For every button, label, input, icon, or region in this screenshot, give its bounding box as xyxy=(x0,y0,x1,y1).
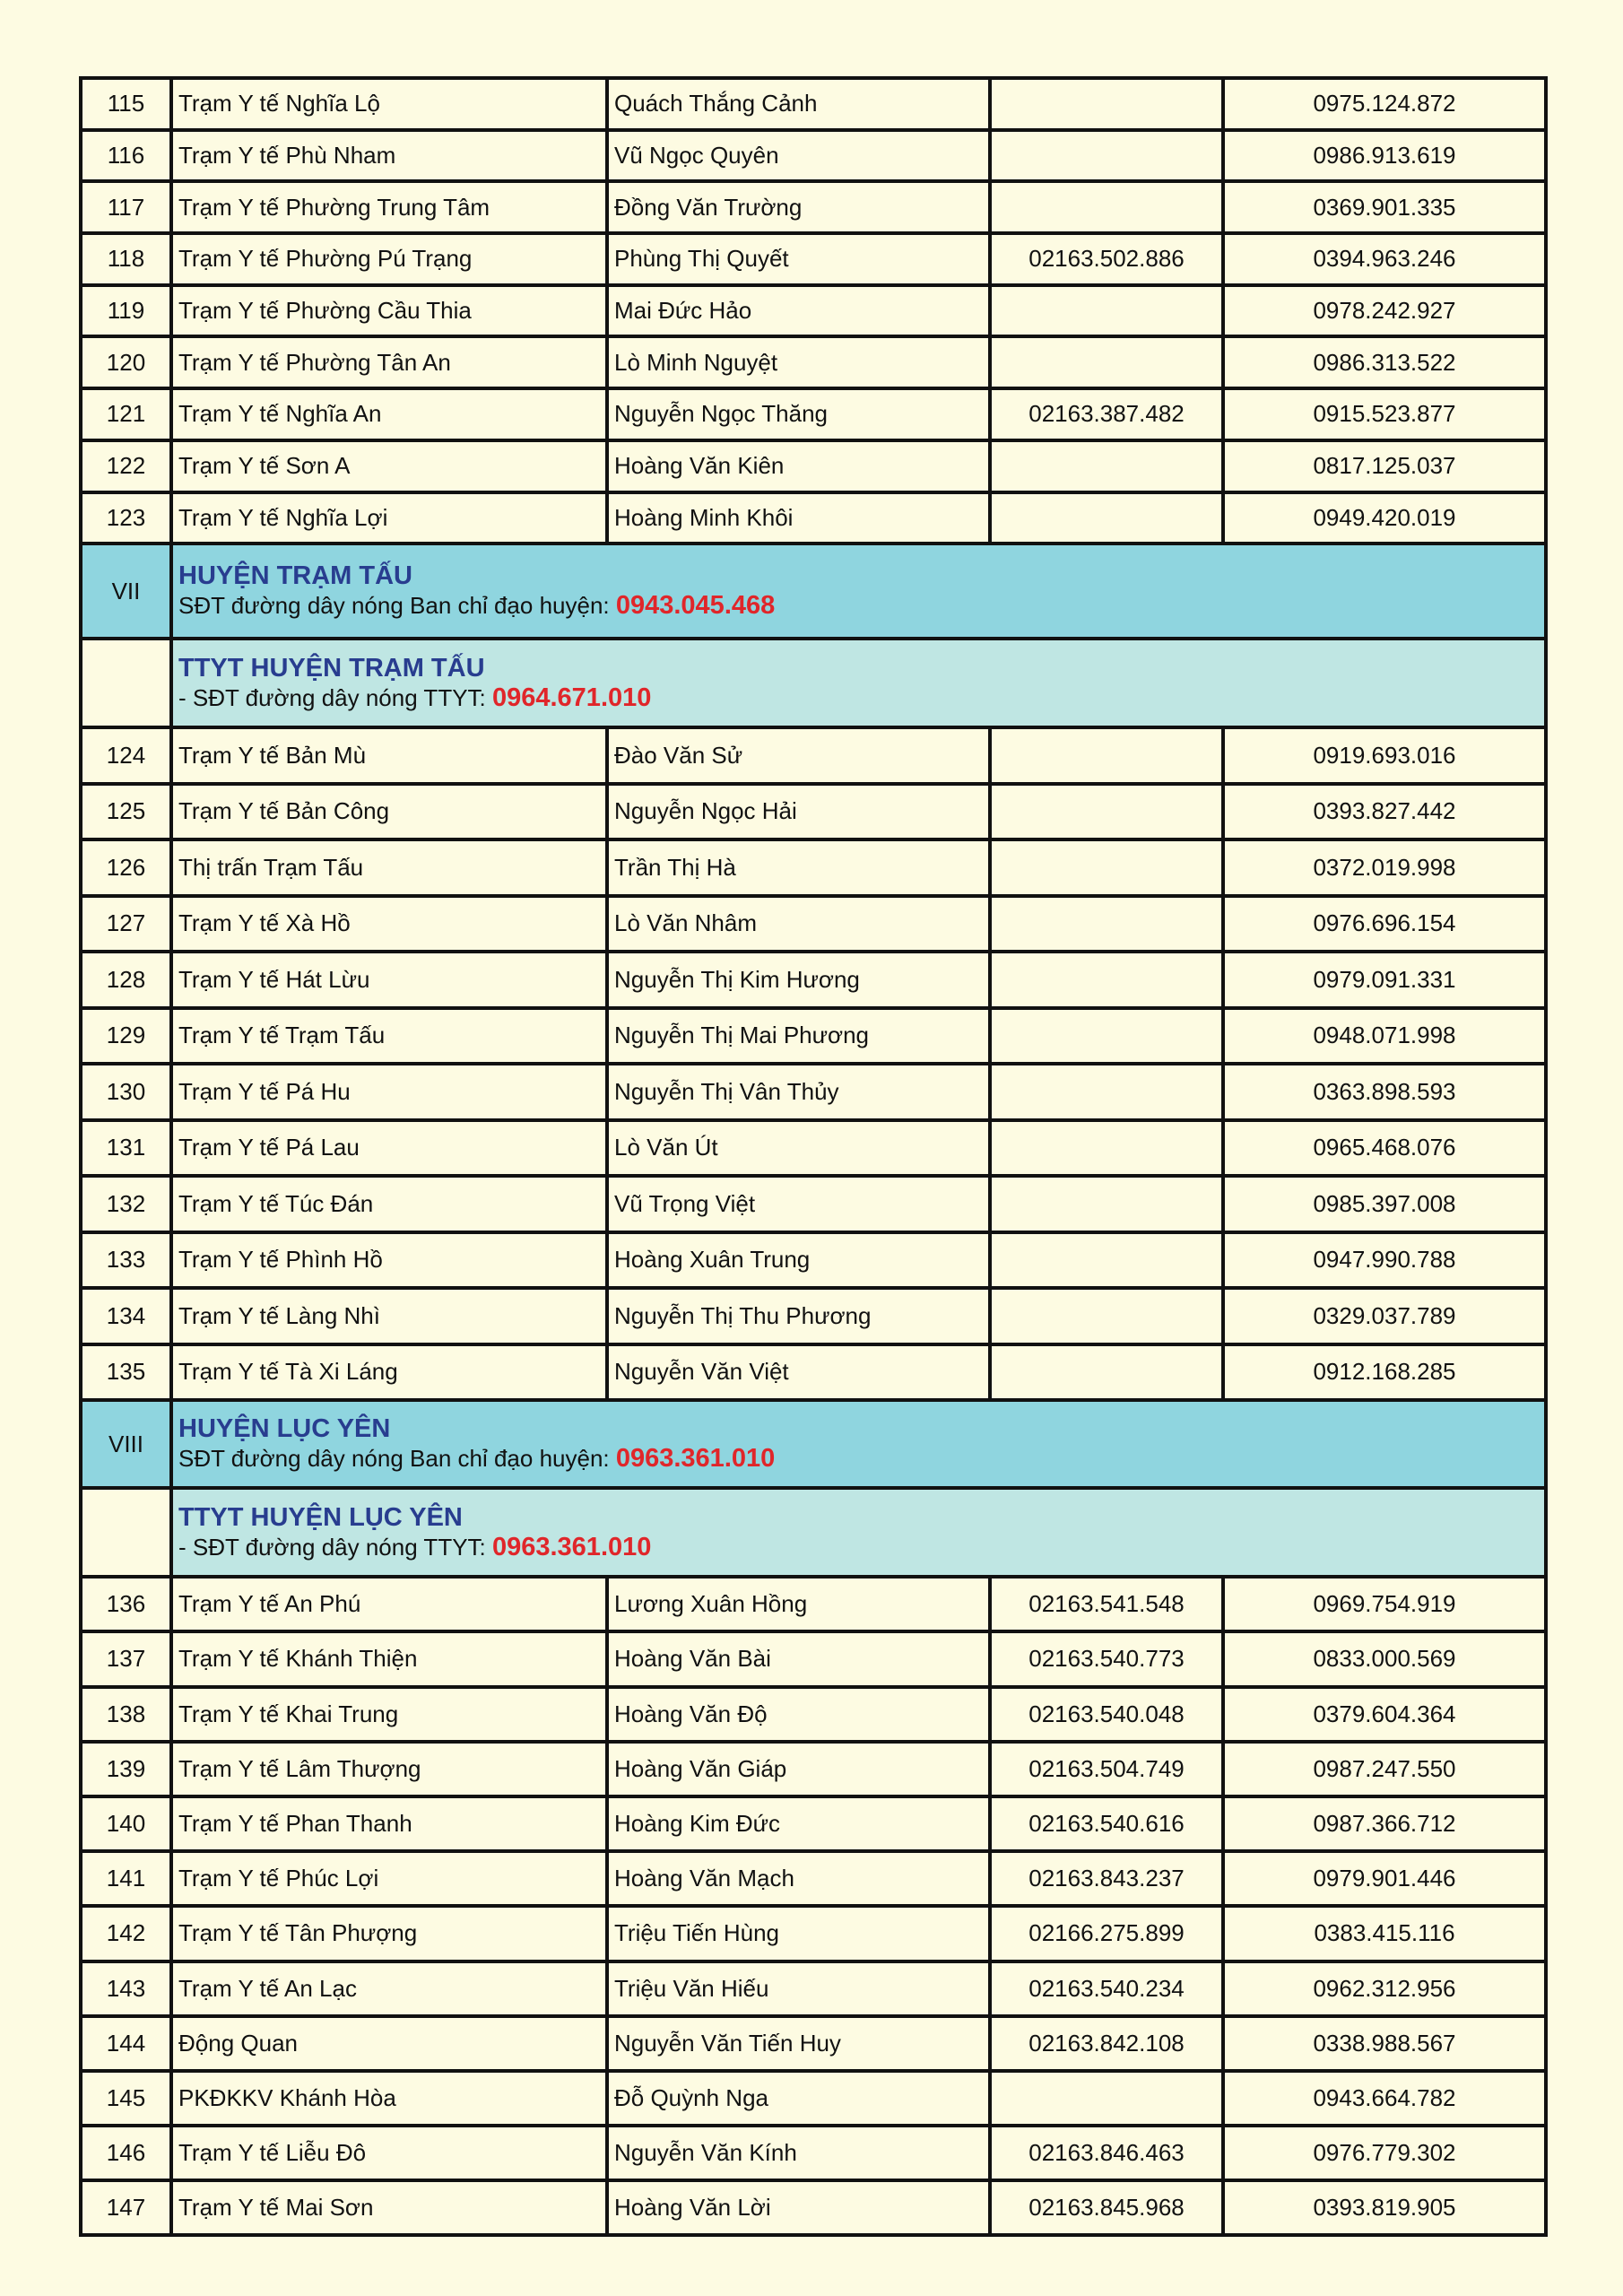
row-number: 118 xyxy=(81,233,171,285)
table-row xyxy=(81,1064,1546,1120)
row-number: 127 xyxy=(81,896,171,952)
empty-cell xyxy=(81,1488,171,1577)
contact-person: Đào Văn Sử xyxy=(607,727,990,784)
landline-number xyxy=(990,1288,1223,1344)
empty-cell xyxy=(81,639,171,727)
table-row xyxy=(81,2126,1546,2180)
contact-person: Nguyễn Văn Tiến Huy xyxy=(607,2016,990,2071)
mobile-number: 0915.523.877 xyxy=(1223,388,1546,440)
facility-name: Trạm Y tế Xà Hồ xyxy=(171,896,607,952)
row-number: 142 xyxy=(81,1906,171,1961)
table-row xyxy=(81,896,1546,952)
facility-name: Động Quan xyxy=(171,2016,607,2071)
landline-number: 02163.504.749 xyxy=(990,1742,1223,1796)
facility-name: Trạm Y tế Làng Nhì xyxy=(171,1288,607,1344)
table-row xyxy=(81,1631,1546,1686)
landline-number xyxy=(990,727,1223,784)
contact-person: Lương Xuân Hồng xyxy=(607,1577,990,1631)
row-number: 141 xyxy=(81,1851,171,1906)
landline-number xyxy=(990,1120,1223,1177)
contact-person: Hoàng Văn Kiên xyxy=(607,440,990,492)
mobile-number: 0379.604.364 xyxy=(1223,1687,1546,1742)
hotline-label: SĐT đường dây nóng Ban chỉ đạo huyện: xyxy=(178,592,616,620)
district-title: HUYỆN LỤC YÊN xyxy=(178,1414,391,1444)
row-number: 143 xyxy=(81,1961,171,2016)
facility-name: Trạm Y tế Trạm Tấu xyxy=(171,1008,607,1065)
hotline-line xyxy=(178,683,1539,713)
mobile-number: 0912.168.285 xyxy=(1223,1344,1546,1401)
table-row xyxy=(81,1008,1546,1065)
mobile-number: 0987.366.712 xyxy=(1223,1796,1546,1851)
landline-number: 02163.846.463 xyxy=(990,2126,1223,2180)
hotline-line xyxy=(178,1444,1539,1474)
facility-name: Trạm Y tế Phường Cầu Thia xyxy=(171,285,607,337)
health-center-info xyxy=(171,639,1546,727)
health-center-title: TTYT HUYỆN TRẠM TẤU xyxy=(178,653,485,683)
landline-number xyxy=(990,1176,1223,1232)
contact-person: Hoàng Văn Mạch xyxy=(607,1851,990,1906)
row-number: 144 xyxy=(81,2016,171,2071)
landline-number xyxy=(990,1008,1223,1065)
landline-number xyxy=(990,492,1223,544)
mobile-number: 0383.415.116 xyxy=(1223,1906,1546,1961)
row-number: 137 xyxy=(81,1631,171,1686)
table-row xyxy=(81,1577,1546,1631)
row-number: 130 xyxy=(81,1064,171,1120)
health-center-info xyxy=(171,1488,1546,1577)
facility-name: Trạm Y tế Phù Nham xyxy=(171,130,607,182)
facility-name: Trạm Y tế Nghĩa Lợi xyxy=(171,492,607,544)
mobile-number: 0979.091.331 xyxy=(1223,952,1546,1008)
hotline-line xyxy=(178,591,1539,621)
row-number: 122 xyxy=(81,440,171,492)
facility-name: Trạm Y tế Phan Thanh xyxy=(171,1796,607,1851)
row-number: 126 xyxy=(81,839,171,896)
mobile-number: 0947.990.788 xyxy=(1223,1232,1546,1289)
district-info xyxy=(171,1400,1546,1488)
landline-number xyxy=(990,1064,1223,1120)
table-row xyxy=(81,784,1546,840)
landline-number: 02163.541.548 xyxy=(990,1577,1223,1631)
mobile-number: 0965.468.076 xyxy=(1223,1120,1546,1177)
table-row xyxy=(81,1906,1546,1961)
contact-person: Nguyễn Văn Kính xyxy=(607,2126,990,2180)
contact-person: Nguyễn Ngọc Thăng xyxy=(607,388,990,440)
landline-number xyxy=(990,896,1223,952)
contact-person: Triệu Văn Hiếu xyxy=(607,1961,990,2016)
table-row xyxy=(81,2180,1546,2235)
facility-name: Trạm Y tế Phình Hồ xyxy=(171,1232,607,1289)
table-row xyxy=(81,233,1546,285)
district-roman-numeral: VII xyxy=(81,544,171,639)
table-row xyxy=(81,952,1546,1008)
landline-number xyxy=(990,285,1223,337)
contact-person: Hoàng Văn Độ xyxy=(607,1687,990,1742)
landline-number: 02163.843.237 xyxy=(990,1851,1223,1906)
hotline-number: 0963.361.010 xyxy=(615,1444,776,1474)
table-row xyxy=(81,336,1546,388)
landline-number xyxy=(990,839,1223,896)
landline-number: 02163.842.108 xyxy=(990,2016,1223,2071)
facility-name: Trạm Y tế Phường Trung Tâm xyxy=(171,181,607,233)
table-row xyxy=(81,388,1546,440)
hotline-number: 0964.671.010 xyxy=(491,683,652,712)
hotline-line xyxy=(178,1533,1539,1562)
mobile-number: 0978.242.927 xyxy=(1223,285,1546,337)
facility-name: Trạm Y tế Khánh Thiện xyxy=(171,1631,607,1686)
row-number: 115 xyxy=(81,78,171,130)
row-number: 136 xyxy=(81,1577,171,1631)
row-number: 138 xyxy=(81,1687,171,1742)
contact-person: Nguyễn Thị Vân Thủy xyxy=(607,1064,990,1120)
landline-number: 02163.387.482 xyxy=(990,388,1223,440)
hotline-label: SĐT đường dây nóng Ban chỉ đạo huyện: xyxy=(178,1445,616,1473)
table-row xyxy=(81,2016,1546,2071)
facility-name: Trạm Y tế An Lạc xyxy=(171,1961,607,2016)
row-number: 139 xyxy=(81,1742,171,1796)
facility-name: Trạm Y tế Hát Lừu xyxy=(171,952,607,1008)
district-title: HUYỆN TRẠM TẤU xyxy=(178,561,412,591)
table-row xyxy=(81,130,1546,182)
facility-name: Trạm Y tế Khai Trung xyxy=(171,1687,607,1742)
facility-name: Trạm Y tế Tân Phượng xyxy=(171,1906,607,1961)
health-center-row xyxy=(81,1488,1546,1577)
facility-name: Trạm Y tế Nghĩa An xyxy=(171,388,607,440)
table-row xyxy=(81,1796,1546,1851)
landline-number xyxy=(990,1344,1223,1401)
mobile-number: 0948.071.998 xyxy=(1223,1008,1546,1065)
contact-person: Hoàng Kim Đức xyxy=(607,1796,990,1851)
facility-name: Trạm Y tế Phúc Lợi xyxy=(171,1851,607,1906)
contact-person: Trần Thị Hà xyxy=(607,839,990,896)
facility-name: Trạm Y tế Pá Lau xyxy=(171,1120,607,1177)
landline-number: 02163.540.234 xyxy=(990,1961,1223,2016)
table-row xyxy=(81,1961,1546,2016)
landline-number: 02166.275.899 xyxy=(990,1906,1223,1961)
facility-name: Trạm Y tế Phường Tân An xyxy=(171,336,607,388)
mobile-number: 0393.827.442 xyxy=(1223,784,1546,840)
facility-name: Trạm Y tế An Phú xyxy=(171,1577,607,1631)
table-row xyxy=(81,1232,1546,1289)
row-number: 133 xyxy=(81,1232,171,1289)
contact-person: Nguyễn Ngọc Hải xyxy=(607,784,990,840)
district-roman-numeral: VIII xyxy=(81,1400,171,1488)
contact-person: Nguyễn Thị Thu Phương xyxy=(607,1288,990,1344)
contact-person: Hoàng Xuân Trung xyxy=(607,1232,990,1289)
table-row xyxy=(81,727,1546,784)
mobile-number: 0329.037.789 xyxy=(1223,1288,1546,1344)
landline-number: 02163.540.616 xyxy=(990,1796,1223,1851)
mobile-number: 0338.988.567 xyxy=(1223,2016,1546,2071)
facility-name: Trạm Y tế Bản Mù xyxy=(171,727,607,784)
table-row xyxy=(81,1344,1546,1401)
contact-person: Vũ Trọng Việt xyxy=(607,1176,990,1232)
landline-number xyxy=(990,2071,1223,2126)
facility-name: Trạm Y tế Lâm Thượng xyxy=(171,1742,607,1796)
landline-number xyxy=(990,336,1223,388)
contact-person: Nguyễn Thị Kim Hương xyxy=(607,952,990,1008)
mobile-number: 0975.124.872 xyxy=(1223,78,1546,130)
table-row xyxy=(81,181,1546,233)
table-row xyxy=(81,1120,1546,1177)
contact-person: Triệu Tiến Hùng xyxy=(607,1906,990,1961)
row-number: 124 xyxy=(81,727,171,784)
contact-person: Nguyễn Văn Việt xyxy=(607,1344,990,1401)
mobile-number: 0969.754.919 xyxy=(1223,1577,1546,1631)
row-number: 128 xyxy=(81,952,171,1008)
mobile-number: 0979.901.446 xyxy=(1223,1851,1546,1906)
table-row xyxy=(81,2071,1546,2126)
landline-number xyxy=(990,1232,1223,1289)
hotline-number: 0943.045.468 xyxy=(615,591,776,621)
row-number: 135 xyxy=(81,1344,171,1401)
facility-name: Trạm Y tế Tà Xi Láng xyxy=(171,1344,607,1401)
row-number: 117 xyxy=(81,181,171,233)
contact-person: Quách Thắng Cảnh xyxy=(607,78,990,130)
landline-number xyxy=(990,130,1223,182)
contact-person: Lò Minh Nguyệt xyxy=(607,336,990,388)
mobile-number: 0943.664.782 xyxy=(1223,2071,1546,2126)
contact-person: Lò Văn Út xyxy=(607,1120,990,1177)
mobile-number: 0363.898.593 xyxy=(1223,1064,1546,1120)
landline-number xyxy=(990,78,1223,130)
contact-person: Vũ Ngọc Quyên xyxy=(607,130,990,182)
contact-person: Hoàng Văn Bài xyxy=(607,1631,990,1686)
mobile-number: 0949.420.019 xyxy=(1223,492,1546,544)
landline-number: 02163.845.968 xyxy=(990,2180,1223,2235)
mobile-number: 0985.397.008 xyxy=(1223,1176,1546,1232)
mobile-number: 0986.313.522 xyxy=(1223,336,1546,388)
table-row xyxy=(81,1851,1546,1906)
mobile-number: 0372.019.998 xyxy=(1223,839,1546,896)
contact-person: Mai Đức Hảo xyxy=(607,285,990,337)
table-row xyxy=(81,839,1546,896)
row-number: 145 xyxy=(81,2071,171,2126)
mobile-number: 0976.779.302 xyxy=(1223,2126,1546,2180)
health-center-row xyxy=(81,639,1546,727)
row-number: 134 xyxy=(81,1288,171,1344)
mobile-number: 0393.819.905 xyxy=(1223,2180,1546,2235)
district-header-row xyxy=(81,544,1546,639)
facility-name: Trạm Y tế Sơn A xyxy=(171,440,607,492)
contact-person: Đỗ Quỳnh Nga xyxy=(607,2071,990,2126)
facility-name: Trạm Y tế Bản Công xyxy=(171,784,607,840)
table-row xyxy=(81,1288,1546,1344)
row-number: 140 xyxy=(81,1796,171,1851)
contact-person: Lò Văn Nhâm xyxy=(607,896,990,952)
row-number: 123 xyxy=(81,492,171,544)
landline-number xyxy=(990,952,1223,1008)
health-center-title: TTYT HUYỆN LỤC YÊN xyxy=(178,1502,463,1532)
facility-name: Trạm Y tế Phường Pú Trạng xyxy=(171,233,607,285)
row-number: 116 xyxy=(81,130,171,182)
mobile-number: 0919.693.016 xyxy=(1223,727,1546,784)
contact-person: Hoàng Minh Khôi xyxy=(607,492,990,544)
contact-person: Nguyễn Thị Mai Phương xyxy=(607,1008,990,1065)
row-number: 129 xyxy=(81,1008,171,1065)
mobile-number: 0394.963.246 xyxy=(1223,233,1546,285)
mobile-number: 0817.125.037 xyxy=(1223,440,1546,492)
table-row xyxy=(81,78,1546,130)
landline-number: 02163.540.048 xyxy=(990,1687,1223,1742)
contact-person: Đồng Văn Trường xyxy=(607,181,990,233)
mobile-number: 0986.913.619 xyxy=(1223,130,1546,182)
facility-name: Trạm Y tế Liễu Đô xyxy=(171,2126,607,2180)
row-number: 125 xyxy=(81,784,171,840)
district-header-row xyxy=(81,1400,1546,1488)
table-row xyxy=(81,1176,1546,1232)
landline-number xyxy=(990,181,1223,233)
landline-number xyxy=(990,440,1223,492)
hotline-label: - SĐT đường dây nóng TTYT: xyxy=(178,683,492,711)
row-number: 146 xyxy=(81,2126,171,2180)
hotline-label: - SĐT đường dây nóng TTYT: xyxy=(178,1533,492,1561)
hotline-number: 0963.361.010 xyxy=(491,1532,652,1561)
contact-person: Hoàng Văn Giáp xyxy=(607,1742,990,1796)
district-info xyxy=(171,544,1546,639)
table-row xyxy=(81,1687,1546,1742)
row-number: 121 xyxy=(81,388,171,440)
table-row xyxy=(81,492,1546,544)
facility-name: PKĐKKV Khánh Hòa xyxy=(171,2071,607,2126)
mobile-number: 0369.901.335 xyxy=(1223,181,1546,233)
mobile-number: 0833.000.569 xyxy=(1223,1631,1546,1686)
facility-name: Trạm Y tế Túc Đán xyxy=(171,1176,607,1232)
row-number: 131 xyxy=(81,1120,171,1177)
landline-number: 02163.540.773 xyxy=(990,1631,1223,1686)
facility-name: Trạm Y tế Nghĩa Lộ xyxy=(171,78,607,130)
row-number: 147 xyxy=(81,2180,171,2235)
landline-number xyxy=(990,784,1223,840)
row-number: 119 xyxy=(81,285,171,337)
directory-table xyxy=(79,76,1548,2237)
table-row xyxy=(81,285,1546,337)
table-row xyxy=(81,1742,1546,1796)
facility-name: Thị trấn Trạm Tấu xyxy=(171,839,607,896)
row-number: 120 xyxy=(81,336,171,388)
table-row xyxy=(81,440,1546,492)
mobile-number: 0976.696.154 xyxy=(1223,896,1546,952)
landline-number: 02163.502.886 xyxy=(990,233,1223,285)
facility-name: Trạm Y tế Pá Hu xyxy=(171,1064,607,1120)
contact-person: Hoàng Văn Lời xyxy=(607,2180,990,2235)
mobile-number: 0962.312.956 xyxy=(1223,1961,1546,2016)
mobile-number: 0987.247.550 xyxy=(1223,1742,1546,1796)
contact-person: Phùng Thị Quyết xyxy=(607,233,990,285)
row-number: 132 xyxy=(81,1176,171,1232)
facility-name: Trạm Y tế Mai Sơn xyxy=(171,2180,607,2235)
